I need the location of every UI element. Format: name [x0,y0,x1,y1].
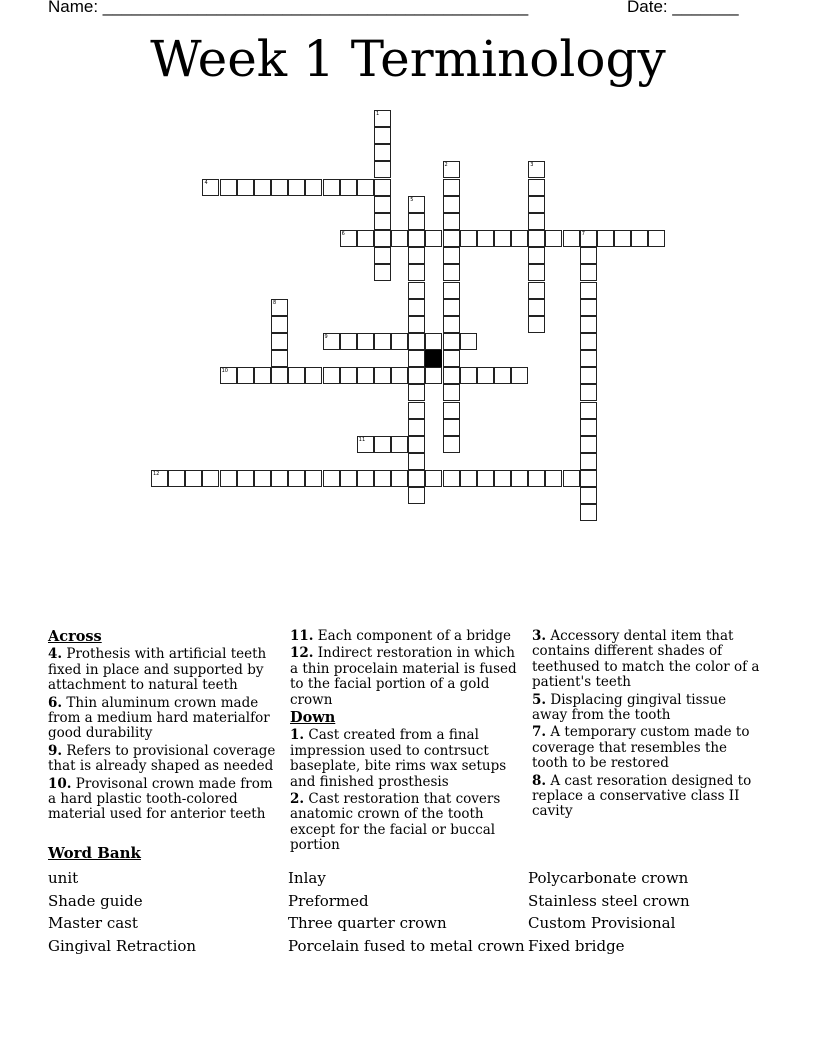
crossword-cell[interactable] [460,230,477,247]
crossword-cell[interactable] [168,470,185,487]
crossword-cell[interactable] [580,487,597,504]
clue-across-9: 9. Refers to provisional coverage that is already shaped as needed [48,742,276,775]
crossword-cell[interactable] [237,179,254,196]
crossword-cell[interactable] [237,470,254,487]
crossword-cell[interactable] [580,504,597,521]
crossword-cell[interactable] [374,436,391,453]
word-bank-column-3 [528,867,690,958]
crossword-cell[interactable] [202,470,219,487]
date-field-label: Date: _______ [627,0,739,16]
crossword-cell[interactable] [443,333,460,350]
crossword-cell[interactable] [477,470,494,487]
crossword-cell[interactable] [580,316,597,333]
crossword-cell[interactable] [408,282,425,299]
word-bank-item: Porcelain fused to metal crown [288,937,525,956]
crossword-cell[interactable] [408,333,425,350]
crossword-cell[interactable] [563,230,580,247]
crossword-cell[interactable] [443,384,460,401]
word-bank-item: Custom Provisional [528,914,676,933]
crossword-cell[interactable] [408,487,425,504]
clue-across-4: 4. Prothesis with artificial teeth fixed in place and supported by attachment to natural teeth [48,646,267,694]
crossword-cell[interactable] [185,470,202,487]
crossword-cell[interactable] [631,230,648,247]
crossword-cell[interactable] [528,179,545,196]
clue-down-5: 5. Displacing gingival tissue away from the tooth [532,691,727,724]
crossword-cell[interactable] [357,333,374,350]
crossword-cell[interactable] [580,333,597,350]
crossword-cell[interactable] [271,367,288,384]
word-bank-item: unit [48,869,79,887]
crossword-cell[interactable] [443,402,460,419]
crossword-cell[interactable] [374,144,391,161]
crossword-cell[interactable] [528,230,545,247]
crossword-cell[interactable] [254,367,271,384]
crossword-cell[interactable] [374,367,391,384]
crossword-cell[interactable] [323,179,340,196]
clue-across-6: 6. Thin aluminum crown made from a medium hard materialfor good durability [48,694,270,742]
crossword-cell[interactable] [580,282,597,299]
crossword-cell[interactable] [271,179,288,196]
crossword-cell-number: 1 [375,111,380,117]
word-bank-item: Three quarter crown [288,914,447,933]
crossword-cell-number: 10 [221,368,228,375]
crossword-cell[interactable] [443,350,460,367]
crossword-cell[interactable] [443,436,460,453]
crossword-cell[interactable] [340,179,357,196]
crossword-cell[interactable] [271,470,288,487]
crossword-cell[interactable] [614,230,631,247]
crossword-cell[interactable] [220,179,237,196]
crossword-cell[interactable] [425,367,442,384]
crossword-cell[interactable] [443,367,460,384]
crossword-cell[interactable] [443,179,460,196]
crossword-cell[interactable] [580,436,597,453]
crossword-cell[interactable] [511,367,528,384]
word-bank-item: Gingival Retraction [48,937,197,956]
crossword-cell[interactable] [494,470,511,487]
crossword-cell[interactable] [288,470,305,487]
crossword-cell[interactable] [408,419,425,436]
crossword-cell[interactable] [460,333,477,350]
crossword-cell[interactable] [425,333,442,350]
page-title: Week 1 Terminology [150,30,666,88]
crossword-cell[interactable] [271,350,288,367]
crossword-cell[interactable] [528,282,545,299]
crossword-cell[interactable] [563,470,580,487]
crossword-cell[interactable] [443,299,460,316]
word-bank-item: Master cast [48,914,138,933]
crossword-cell[interactable] [391,367,408,384]
crossword-cell[interactable] [374,247,391,264]
crossword-cell[interactable] [580,350,597,367]
clue-down-3: 3. Accessory dental item that contains different shades of teethused to match the color of a patient's teeth [532,628,760,691]
crossword-cell[interactable] [528,247,545,264]
word-bank-item: Preformed [288,891,369,910]
crossword-cell[interactable] [340,333,357,350]
crossword-cell[interactable] [580,264,597,281]
crossword-cell[interactable] [443,316,460,333]
clue-down-7: 7. A temporary custom made to coverage that resembles the tooth to be restored [532,724,750,772]
crossword-cell[interactable] [477,230,494,247]
crossword-cell[interactable] [237,367,254,384]
crossword-cell[interactable] [408,402,425,419]
down-heading: Down [290,709,336,727]
crossword-cell[interactable] [391,333,408,350]
word-bank-item: Fixed bridge [528,937,625,956]
word-bank-column-1 [48,867,196,958]
name-field-label: Name: _____________________________________________ [48,0,529,16]
crossword-cell[interactable] [374,264,391,281]
clue-down-1: 1. Cast created from a final impression used to contrsuct baseplate, bite rims wax setups and finished prosthesis [290,727,507,790]
word-bank-item: Polycarbonate crown [528,869,689,887]
crossword-cell[interactable] [528,213,545,230]
crossword-cell[interactable] [305,470,322,487]
crossword-cell[interactable] [460,470,477,487]
crossword-cell[interactable] [477,367,494,384]
word-bank-item: Inlay [288,869,326,887]
crossword-cell[interactable] [597,230,614,247]
crossword-cell[interactable] [511,230,528,247]
crossword-black-cell [425,350,442,367]
crossword-cell[interactable] [408,316,425,333]
crossword-cell[interactable] [580,299,597,316]
crossword-cell[interactable] [443,470,460,487]
crossword-cell-number: 3 [530,162,534,169]
crossword-cell[interactable] [323,470,340,487]
crossword-cell[interactable] [254,470,271,487]
crossword-cell[interactable] [528,470,545,487]
crossword-cell[interactable] [391,230,408,247]
crossword-cell[interactable] [443,247,460,264]
crossword-cell[interactable] [443,213,460,230]
crossword-cell[interactable] [374,230,391,247]
crossword-cell-number: 6 [341,231,345,238]
clues-column-1 [48,629,276,825]
word-bank-item: Shade guide [48,891,143,910]
crossword-cell[interactable] [374,333,391,350]
crossword-cell[interactable] [408,367,425,384]
clue-across-10: 10. Provisonal crown made from a hard plastic tooth-colored material used for anterior teeth [48,775,273,823]
crossword-cell[interactable] [528,316,545,333]
crossword-cell[interactable] [408,470,425,487]
crossword-cell[interactable] [648,230,665,247]
crossword-cell[interactable] [374,179,391,196]
crossword-cell[interactable] [580,419,597,436]
crossword-cell[interactable] [408,213,425,230]
crossword-cell[interactable] [288,367,305,384]
crossword-cell[interactable] [340,470,357,487]
crossword-cell[interactable] [408,436,425,453]
word-bank-column-2 [288,867,525,958]
crossword-cell[interactable] [545,230,562,247]
crossword-cell[interactable] [323,367,340,384]
crossword-cell[interactable] [357,367,374,384]
crossword-cell[interactable] [408,299,425,316]
crossword-cell[interactable] [580,402,597,419]
crossword-cell[interactable] [580,384,597,401]
crossword-cell[interactable] [271,333,288,350]
clue-down-8: 8. A cast resoration designed to replace a conservative class II cavity [532,772,752,820]
crossword-cell[interactable] [425,470,442,487]
crossword-cell-number: 11 [358,436,366,443]
crossword-cell[interactable] [408,453,425,470]
crossword-cell[interactable] [374,127,391,144]
crossword-cell-number: 7 [581,231,585,238]
crossword-cell-number: 4 [204,179,208,186]
crossword-cell[interactable] [580,470,597,487]
clue-down-2: 2. Cast restoration that covers anatomic crown of the tooth except for the facial or buccal portion [290,791,501,854]
crossword-cell[interactable] [443,282,460,299]
crossword-cell[interactable] [254,179,271,196]
crossword-cell[interactable] [425,230,442,247]
crossword-cell[interactable] [357,470,374,487]
crossword-cell[interactable] [340,367,357,384]
across-heading: Across [48,628,102,645]
word-bank-item: Stainless steel crown [528,891,690,910]
crossword-cell[interactable] [580,367,597,384]
crossword-cell[interactable] [580,453,597,470]
crossword-cell[interactable] [374,470,391,487]
crossword-cell[interactable] [374,161,391,178]
crossword-cell-number: 5 [410,196,414,203]
crossword-cell[interactable] [408,230,425,247]
crossword-cell[interactable] [528,264,545,281]
crossword-cell[interactable] [443,196,460,213]
crossword-cell[interactable] [220,470,237,487]
crossword-cell[interactable] [391,436,408,453]
crossword-cell[interactable] [408,350,425,367]
crossword-cell[interactable] [408,264,425,281]
crossword-cell[interactable] [305,179,322,196]
crossword-cell[interactable] [271,316,288,333]
crossword-cell[interactable] [408,247,425,264]
crossword-cell[interactable] [494,367,511,384]
crossword-cell[interactable] [443,419,460,436]
crossword-cell[interactable] [511,470,528,487]
clues-column-2 [290,629,526,856]
crossword-cell[interactable] [528,196,545,213]
crossword-cell[interactable] [580,247,597,264]
crossword-cell[interactable] [545,470,562,487]
crossword-cell[interactable] [374,213,391,230]
crossword-cell[interactable] [528,299,545,316]
clues-column-3 [532,629,764,822]
clue-across-12: 12. Indirect restoration in which a thin procelain material is fused to the facial portion of a gold crown [290,645,517,708]
crossword-cell[interactable] [391,470,408,487]
crossword-cell-number: 9 [324,333,328,340]
crossword-cell[interactable] [288,179,305,196]
crossword-cell[interactable] [357,230,374,247]
crossword-cell[interactable] [443,230,460,247]
crossword-cell[interactable] [460,367,477,384]
crossword-cell[interactable] [494,230,511,247]
clue-across-11: 11. Each component of a bridge [290,628,512,644]
crossword-cell[interactable] [374,196,391,213]
crossword-cell-number: 8 [273,299,277,306]
word-bank-heading: Word Bank [48,844,141,862]
crossword-cell[interactable] [357,179,374,196]
crossword-cell[interactable] [305,367,322,384]
crossword-cell[interactable] [408,384,425,401]
crossword-cell-number: 12 [153,471,160,478]
crossword-cell[interactable] [443,264,460,281]
crossword-cell-number: 2 [444,162,448,169]
